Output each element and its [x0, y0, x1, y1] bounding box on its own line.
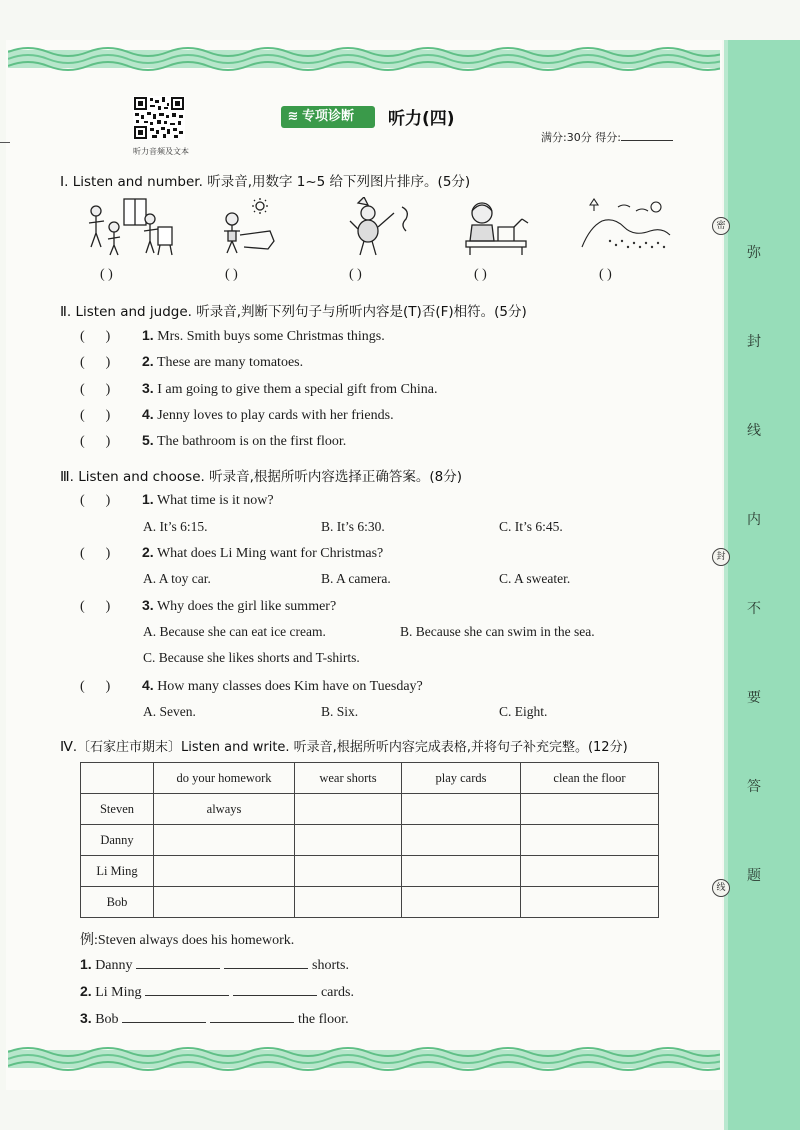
example-sentence: 例:Steven always does his homework.	[80, 933, 295, 948]
choice-question: ( ) 1. What time is it now?	[80, 491, 274, 508]
page-title: 听力(四)	[388, 109, 455, 129]
table-cell[interactable]	[154, 825, 295, 856]
option[interactable]: A. Seven.	[143, 704, 196, 719]
section-4-heading: Ⅳ.〔石家庄市期末〕Listen and write. 听录音,根据所听内容完成表格,并将句子补充完整。(12分)	[60, 740, 628, 755]
seal-char: 答	[747, 779, 761, 795]
section-3-heading: Ⅲ. Listen and choose. 听录音,根据所听内容选择正确答案。(8分)	[60, 469, 463, 485]
seal-char: 线	[747, 423, 761, 439]
section-1-heading: Ⅰ. Listen and number. 听录音,用数字 1~5 给下列图片排序。(5分)	[60, 174, 471, 190]
score-total: 满分:30分	[541, 131, 592, 144]
blank[interactable]	[224, 956, 308, 969]
title-badge	[281, 106, 375, 128]
table-cell[interactable]	[402, 887, 521, 918]
option[interactable]: C. Because she likes shorts and T-shirts.	[143, 650, 360, 665]
badge-label: 专项诊断	[302, 109, 355, 124]
answer-paren[interactable]: ( )	[80, 408, 111, 423]
bottom-wave-border	[8, 1042, 720, 1076]
answer-paren[interactable]: ( )	[80, 599, 111, 614]
fill-sentence: 2. Li Ming cards.	[80, 983, 355, 1000]
margin-tick	[0, 142, 10, 143]
choice-question: ( ) 2. What does Li Ming want for Christmas?	[80, 544, 384, 561]
option[interactable]: B. A camera.	[321, 571, 391, 586]
table-header: play cards	[402, 763, 521, 794]
blank[interactable]	[122, 1010, 206, 1023]
table-cell: always	[154, 794, 295, 825]
bind-mark-mi: 密	[712, 217, 730, 235]
answer-paren[interactable]: ( )	[100, 267, 113, 282]
qr-caption: 听力音频及文本	[133, 147, 189, 156]
seal-side-strip	[724, 40, 800, 1130]
choice-question: ( ) 3. Why does the girl like summer?	[80, 597, 337, 614]
table-cell[interactable]	[402, 825, 521, 856]
blank[interactable]	[210, 1010, 294, 1023]
table-cell[interactable]	[521, 887, 659, 918]
table-header-row	[81, 763, 659, 794]
answer-paren[interactable]: ( )	[80, 493, 111, 508]
fill-sentence: 1. Danny shorts.	[80, 956, 349, 973]
qr-code-icon[interactable]	[133, 96, 185, 140]
answer-paren[interactable]: ( )	[349, 267, 362, 282]
judge-item: ( ) 3. I am going to give them a special gift from China.	[80, 380, 438, 397]
frequency-table	[80, 762, 659, 918]
table-cell	[81, 763, 154, 794]
judge-item: ( ) 2. These are many tomatoes.	[80, 353, 304, 370]
row-label: Li Ming	[81, 856, 154, 887]
row-label: Danny	[81, 825, 154, 856]
option[interactable]: B. Because she can swim in the sea.	[400, 624, 595, 639]
option[interactable]: C. A sweater.	[499, 571, 571, 586]
wave-lines-icon: ≋	[287, 109, 299, 124]
seal-char: 题	[747, 868, 761, 884]
landscape-scene-icon	[580, 197, 672, 257]
row-label: Bob	[81, 887, 154, 918]
answer-paren[interactable]: ( )	[474, 267, 487, 282]
table-cell[interactable]	[295, 825, 402, 856]
option[interactable]: A. Because she can eat ice cream.	[143, 624, 326, 639]
table-header: clean the floor	[521, 763, 659, 794]
judge-item: ( ) 1. Mrs. Smith buys some Christmas things.	[80, 327, 385, 344]
answer-paren[interactable]: ( )	[80, 382, 111, 397]
score-label: 得分:	[595, 131, 621, 144]
table-row	[81, 794, 659, 825]
answer-paren[interactable]: ( )	[80, 355, 111, 370]
table-cell[interactable]	[295, 794, 402, 825]
blank[interactable]	[136, 956, 220, 969]
blank[interactable]	[233, 983, 317, 996]
top-wave-border	[8, 42, 720, 76]
table-cell[interactable]	[521, 856, 659, 887]
choice-question: ( ) 4. How many classes does Kim have on Tuesday?	[80, 677, 423, 694]
table-header: wear shorts	[295, 763, 402, 794]
answer-paren[interactable]: ( )	[599, 267, 612, 282]
answer-paren[interactable]: ( )	[80, 329, 111, 344]
table-cell[interactable]	[295, 887, 402, 918]
answer-paren[interactable]: ( )	[80, 679, 111, 694]
section-2-heading: Ⅱ. Listen and judge. 听录音,判断下列句子与所听内容是(T)否(F)相符。(5分)	[60, 304, 527, 320]
seal-char: 内	[747, 512, 761, 528]
table-cell[interactable]	[295, 856, 402, 887]
score-line	[541, 129, 673, 145]
option[interactable]: C. Eight.	[499, 704, 548, 719]
option[interactable]: B. It’s 6:30.	[321, 519, 385, 534]
table-row	[81, 887, 659, 918]
table-cell[interactable]	[154, 856, 295, 887]
seal-char: 要	[747, 690, 761, 706]
table-cell[interactable]	[402, 856, 521, 887]
table-cell[interactable]	[521, 794, 659, 825]
bind-mark-xian: 线	[712, 879, 730, 897]
option[interactable]: B. Six.	[321, 704, 359, 719]
table-header: do your homework	[154, 763, 295, 794]
boy-at-desk-icon	[462, 197, 554, 257]
answer-paren[interactable]: ( )	[80, 546, 111, 561]
row-label: Steven	[81, 794, 154, 825]
judge-item: ( ) 4. Jenny loves to play cards with her friends.	[80, 406, 394, 423]
table-cell[interactable]	[402, 794, 521, 825]
seal-char: 封	[747, 334, 761, 350]
bind-mark-feng: 封	[712, 548, 730, 566]
boy-with-kite-icon	[336, 197, 428, 257]
table-cell[interactable]	[521, 825, 659, 856]
table-row	[81, 825, 659, 856]
option[interactable]: A. A toy car.	[143, 571, 211, 586]
table-row	[81, 856, 659, 887]
answer-paren[interactable]: ( )	[80, 434, 111, 449]
boy-in-garden-icon	[210, 197, 302, 257]
table-cell[interactable]	[154, 887, 295, 918]
blank[interactable]	[145, 983, 229, 996]
option[interactable]: A. It’s 6:15.	[143, 519, 208, 534]
fill-sentence: 3. Bob the floor.	[80, 1010, 349, 1027]
score-blank[interactable]	[621, 130, 673, 141]
seal-char: 不	[747, 601, 761, 617]
children-drawing-icon	[84, 197, 176, 257]
seal-char: 弥	[747, 245, 761, 261]
judge-item: ( ) 5. The bathroom is on the first floor.	[80, 432, 347, 449]
answer-paren[interactable]: ( )	[225, 267, 238, 282]
option[interactable]: C. It’s 6:45.	[499, 519, 563, 534]
